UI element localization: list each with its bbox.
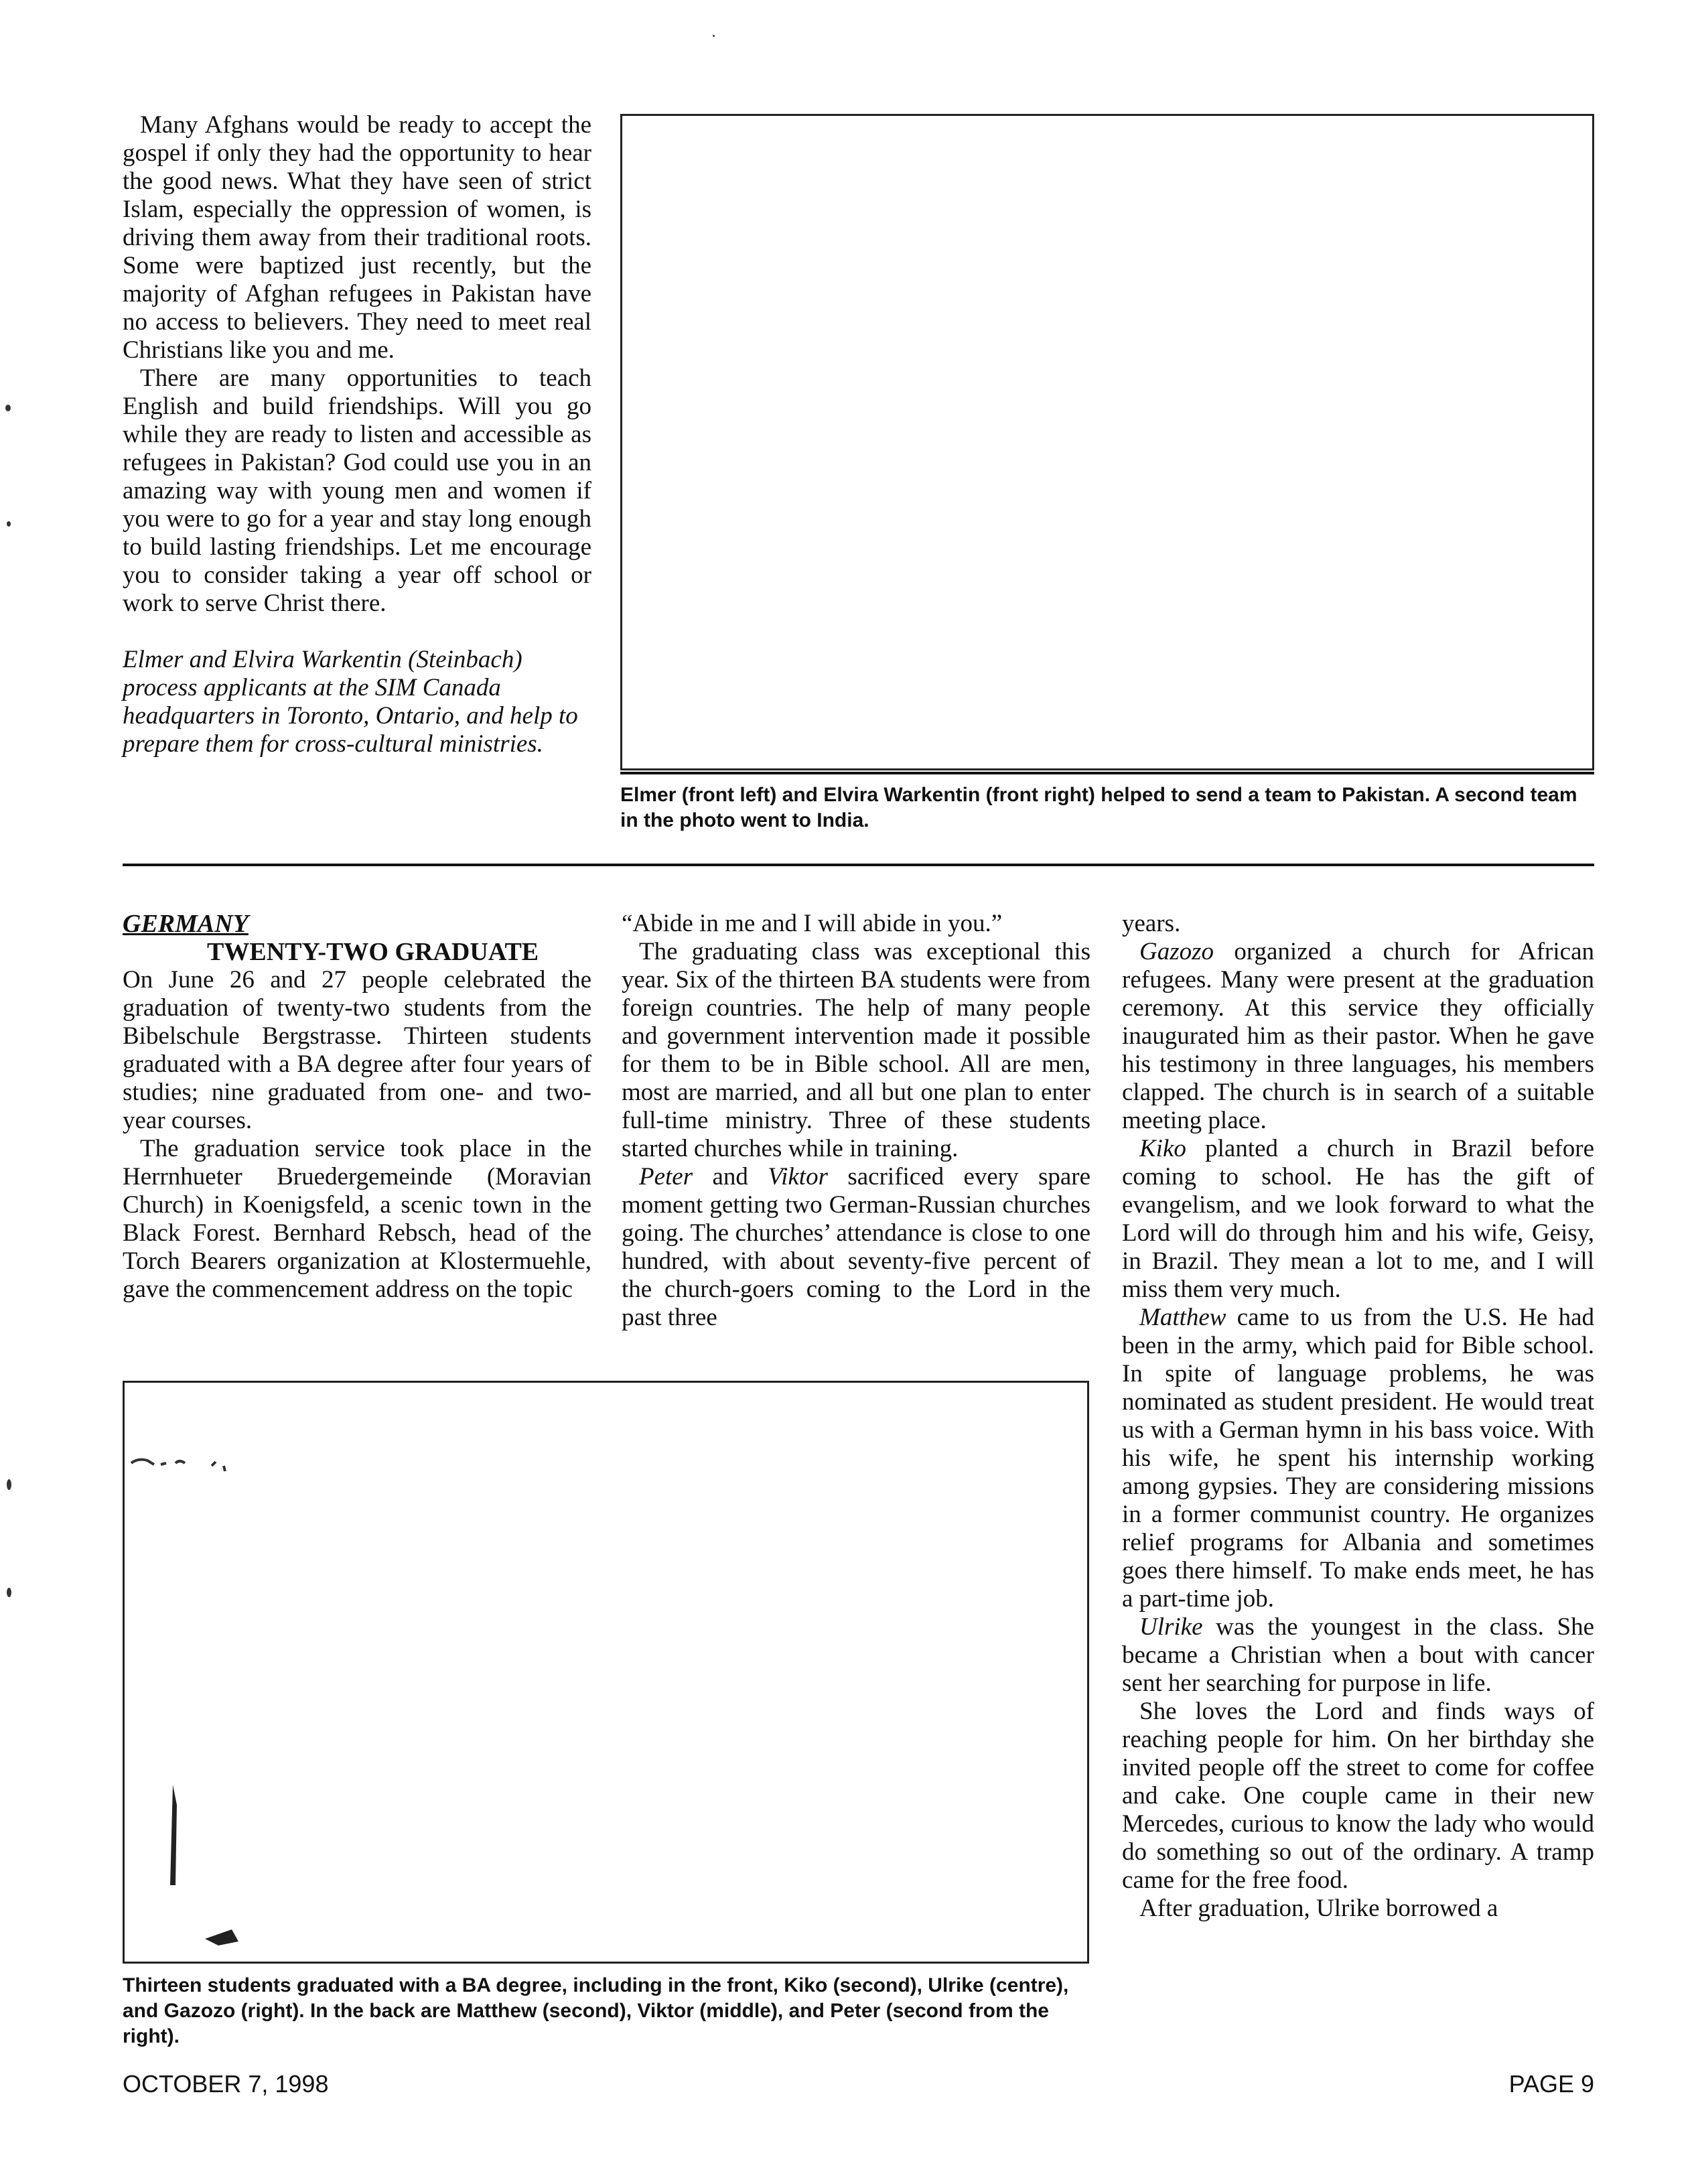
bottom-photo-caption: Thirteen students graduated with a BA degree, including in the front, Kiko (second), Ulrike (centre), and Gazozo (right). In the back are Matthew (second), Viktor (middle), and Peter (second from the right). (123, 1974, 1069, 2047)
student-name: Matthew (1139, 1304, 1226, 1331)
top-photo (620, 114, 1594, 770)
scan-speck (7, 1479, 11, 1490)
article-paragraph: The graduating class was exceptional this year. Six of the thirteen BA students were from foreign countries. The help of many people and government intervention made it possible for them to be in Bible school. All are men, most are married, and all but one plan to enter full-time ministry. Three of these students started churches while in training. (622, 938, 1090, 1162)
scan-speck (5, 405, 11, 411)
germany-column-1 (123, 910, 591, 1304)
germany-column-3 (1122, 910, 1594, 1923)
author-note: Elmer and Elvira Warkentin (Steinbach) process applicants at the SIM Canada headquarters in Toronto, Ontario, and help to prepare them for cross-cultural ministries. (123, 646, 578, 758)
student-name: Viktor (768, 1163, 828, 1190)
photo-artifact-mark (170, 1785, 177, 1885)
article-text: came to us from the U.S. He had been in the army, which paid for Bible school. In spite of language problems, he was nominated as student president. He would treat us with a German hymn in his bass voice. With his wife, he spent his internship working among gypsies. They are considering missions in a former communist country. He organizes relief programs for Albania and sometimes goes there himself. To make ends meet, he has a part-time job. (1122, 1304, 1595, 1613)
conjunction: and (712, 1163, 748, 1190)
photo-artifacts (125, 1383, 1087, 1962)
photo-artifact-mark (205, 1929, 238, 1946)
article-paragraph (1122, 938, 1594, 1135)
article-paragraph: years. (1122, 910, 1181, 937)
bottom-photo (123, 1381, 1089, 1964)
student-name: Peter (639, 1163, 693, 1190)
article-headline: TWENTY-TWO GRADUATE (207, 938, 539, 966)
article-text: sacrificed every spare moment getting two German-Russian churches going. The churches’ attendance is close to one hundred, with about seventy-five percent of the church-goers coming to the Lord in the past three (622, 1163, 1091, 1331)
article-paragraph (1122, 1304, 1594, 1613)
student-name: Ulrike (1139, 1613, 1203, 1641)
article-paragraph: The graduation service took place in the Herrnhueter Bruedergemeinde (Moravian Church) in Koenigsfeld, a scenic town in the Black Forest. Bernhard Rebsch, head of the Torch Bearers organization at Klostermuehle, gave the commencement address on the topic (123, 1135, 591, 1303)
article-paragraph (622, 1163, 1090, 1332)
article-paragraph (1122, 1135, 1594, 1304)
student-name: Gazozo (1139, 938, 1214, 965)
article-paragraph (1122, 1613, 1594, 1698)
footer-date: OCTOBER 7, 1998 (123, 2070, 329, 2098)
article-text: organized a church for African refugees. Many were present at the graduation ceremony. At this service they officially inaugurated him as their pastor. When he gave his testimony in three languages, his members clapped. The church is in search of a suitable meeting place. (1122, 938, 1594, 1134)
section-divider (123, 864, 1594, 866)
student-name: Kiko (1139, 1135, 1186, 1162)
photo-artifact-mark (131, 1460, 225, 1471)
article-text: planted a church in Brazil before coming to school. He has the gift of evangelism, and we look forward to what the Lord will do through him and his wife, Geisy, in Brazil. They mean a lot to me, and I will miss them very much. (1122, 1135, 1595, 1303)
article-paragraph: After graduation, Ulrike borrowed a (1139, 1895, 1498, 1922)
top-article-column (123, 111, 591, 758)
article-paragraph: She loves the Lord and finds ways of reaching people for him. On her birthday she invited people off the street to come for coffee and cake. One couple came in their new Mercedes, curious to know the lady who would do something so out of the ordinary. A tramp came for the free food. (1122, 1698, 1594, 1894)
article-text: was the youngest in the class. She became a Christian when a bout with cancer sent her searching for purpose in life. (1122, 1613, 1595, 1697)
article-paragraph: On June 26 and 27 people celebrated the graduation of twenty-two students from the Bibelschule Bergstrasse. Thirteen students graduated with a BA degree after four years of studies; nine graduated from one- and two-year courses. (123, 966, 591, 1134)
footer-page-number: PAGE 9 (1508, 2070, 1594, 2098)
top-article-paragraph: Many Afghans would be ready to accept the gospel if only they had the opportunity to hear the good news. What they have seen of strict Islam, especially the oppression of women, is driving them away from their traditional roots. Some were baptized just recently, but the majority of Afghan refugees in Pakistan have no access to believers. They need to meet real Christians like you and me. (123, 111, 591, 364)
top-photo-caption: Elmer (front left) and Elvira Warkentin (front right) helped to send a team to Pakistan. A second team in the photo went to India. (620, 784, 1577, 831)
section-kicker: GERMANY (123, 910, 249, 938)
scan-speck (7, 1588, 11, 1597)
germany-column-2 (622, 910, 1090, 1332)
top-article-paragraph: There are many opportunities to teach English and build friendships. Will you go while they are ready to listen and accessible as refugees in Pakistan? God could use you in an amazing way with young men and women if you were to go for a year and stay long enough to build lasting friendships. Let me encourage you to consider taking a year off school or work to serve Christ there. (123, 364, 591, 617)
article-quote: “Abide in me and I will abide in you.” (622, 910, 1003, 937)
top-photo-caption-rule (620, 772, 1594, 774)
scan-speck (7, 521, 11, 527)
scan-speck (713, 35, 715, 37)
